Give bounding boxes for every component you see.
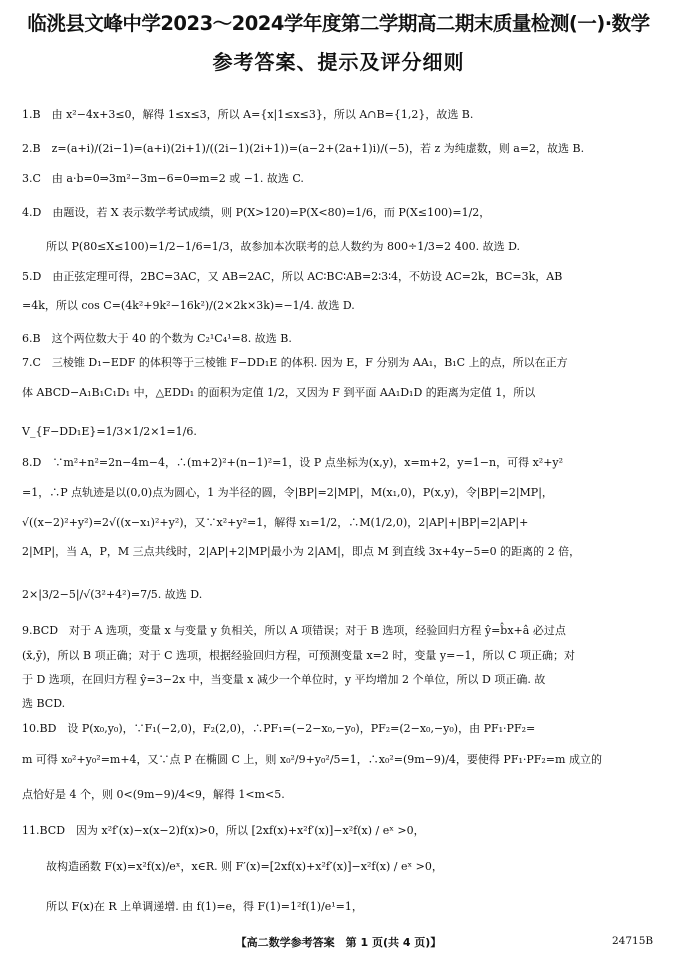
answer-line: 7.C 三棱锥 D₁−EDF 的体积等于三棱锥 F−DD₁E 的体积. 因为 E，F 分别为 AA₁，B₁C 上的点，所以在正方 — [22, 356, 568, 369]
answer-line: 选 BCD. — [22, 697, 66, 710]
answer-line: m 可得 x₀²+y₀²=m+4，又∵点 P 在椭圆 C 上，则 x₀²/9+y₀²/5=1，∴x₀²=(9m−9)/4，要使得 PF₁·PF₂=m 成立的 — [22, 753, 602, 766]
answer-line: 8.D ∵m²+n²=2n−4m−4，∴(m+2)²+(n−1)²=1，设 P 点坐标为(x,y)，x=m+2，y=1−n，可得 x²+y² — [22, 456, 564, 469]
answer-line: 10.BD 设 P(x₀,y₀)，∵F₁(−2,0)，F₂(2,0)，∴PF₁=(−2−x₀,−y₀)，PF₂=(2−x₀,−y₀)，由 PF₁·PF₂= — [22, 722, 536, 735]
answer-line: =4k，所以 cos C=(4k²+9k²−16k²)/(2×2k×3k)=−1/4. 故选 D. — [22, 299, 355, 312]
document-subtitle: 参考答案、提示及评分细则 — [212, 50, 465, 74]
answer-line: 体 ABCD−A₁B₁C₁D₁ 中，△EDD₁ 的面积为定值 1/2，又因为 F 到平面 AA₁D₁D 的距离为定值 1，所以 — [22, 386, 536, 399]
answer-line: 点恰好是 4 个，则 0<(9m−9)/4<9，解得 1<m<5. — [22, 788, 285, 801]
answer-line: 于 D 选项，在回归方程 ŷ=3−2x 中，当变量 x 减少一个单位时，y 平均增加 2 个单位，所以 D 项正确. 故 — [22, 673, 546, 686]
answer-line: 4.D 由题设，若 X 表示数学考试成绩，则 P(X>120)=P(X<80)=1/6，而 P(X≤100)=1/2， — [22, 206, 491, 219]
answer-line: 所以 F(x)在 R 上单调递增. 由 f(1)=e，得 F(1)=1²f(1)/e¹=1， — [46, 900, 363, 913]
answer-line: √((x−2)²+y²)=2√((x−x₁)²+y²)，又∵x²+y²=1，解得 x₁=1/2，∴M(1/2,0)，2|AP|+|BP|=2|AP|+ — [22, 516, 529, 529]
answer-line: V_{F−DD₁E}=1/3×1/2×1=1/6. — [22, 425, 197, 438]
answer-line: 6.B 这个两位数大于 40 的个数为 C₂¹C₄¹=8. 故选 B. — [22, 332, 292, 345]
page-footer: 【高二数学参考答案 第 1 页(共 4 页)】 — [235, 936, 442, 949]
answer-line: 所以 P(80≤X≤100)=1/2−1/6=1/3，故参加本次联考的总人数约为 800÷1/3=2 400. 故选 D. — [46, 240, 521, 253]
document-code: 24715B — [612, 935, 654, 947]
answer-line: 3.C 由 a·b=0⇒3m²−3m−6=0⇒m=2 或 −1. 故选 C. — [22, 172, 304, 185]
answer-line: 5.D 由正弦定理可得，2BC=3AC，又 AB=2AC，所以 AC∶BC∶AB=2∶3∶4，不妨设 AC=2k，BC=3k，AB — [22, 270, 563, 283]
answer-line: 9.BCD 对于 A 选项，变量 x 与变量 y 负相关，所以 A 项错误；对于 B 选项，经验回归方程 ŷ=b̂x+â 必过点 — [22, 624, 566, 637]
answer-line: 2.B z=(a+i)/(2i−1)=(a+i)(2i+1)/((2i−1)(2i+1))=(a−2+(2a+1)i)/(−5)，若 z 为纯虚数，则 a=2，故选 B. — [22, 142, 585, 155]
answer-line: =1，∴P 点轨迹是以(0,0)点为圆心，1 为半径的圆，令|BP|=2|MP|，M(x₁,0)，P(x,y)，令|BP|=2|MP|， — [22, 486, 553, 499]
answer-line: (x̄,ȳ)，所以 B 项正确；对于 C 选项，根据经验回归方程，可预测变量 x=2 时，变量 y=−1，所以 C 项正确；对 — [22, 649, 575, 662]
answer-line: 2×|3/2−5|/√(3²+4²)=7/5. 故选 D. — [22, 588, 203, 601]
answer-line: 故构造函数 F(x)=x²f(x)/eˣ，x∈R. 则 F′(x)=[2xf(x)+x²f′(x)]−x²f(x) / eˣ >0， — [46, 860, 443, 873]
document-title: 临洮县文峰中学2023～2024学年度第二学期高二期末质量检测(一)·数学 — [27, 12, 650, 35]
answer-line: 11.BCD 因为 x²f′(x)−x(x−2)f(x)>0，所以 [2xf(x)+x²f′(x)]−x²f(x) / eˣ >0， — [22, 824, 425, 837]
answer-line: 1.B 由 x²−4x+3≤0，解得 1≤x≤3，所以 A={x|1≤x≤3}，所以 A∩B={1,2}，故选 B. — [22, 108, 474, 121]
answer-line: 2|MP|，当 A，P，M 三点共线时，2|AP|+2|MP|最小为 2|AM|，即点 M 到直线 3x+4y−5=0 的距离的 2 倍， — [22, 545, 581, 558]
